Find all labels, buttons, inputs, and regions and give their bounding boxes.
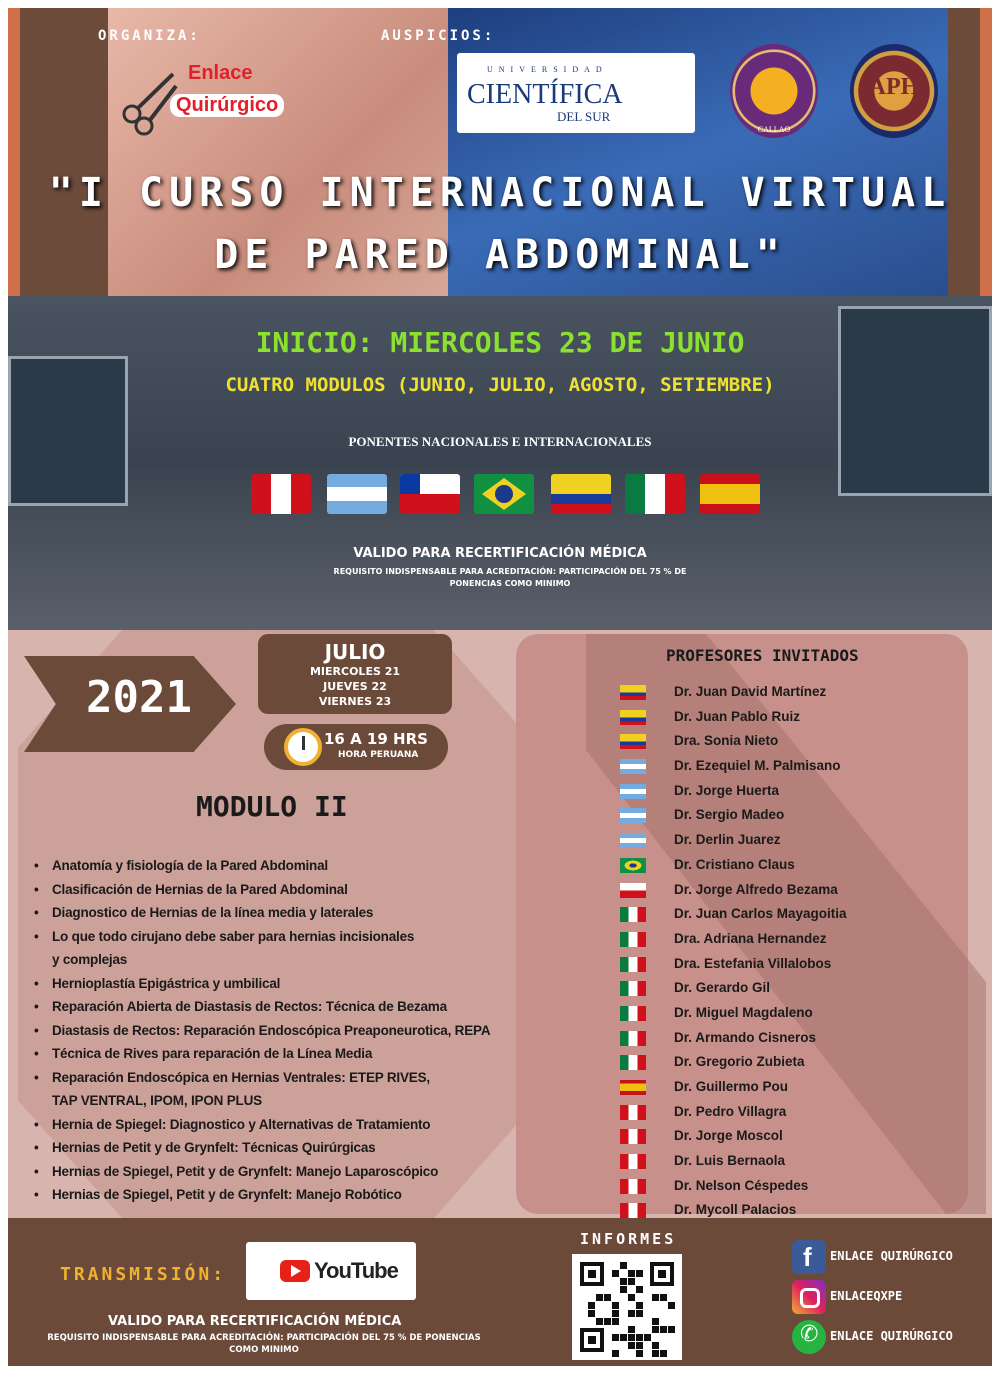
footer-accreditation-requirement: REQUISITO INDISPENSABLE PARA ACREDITACIÓN: PARTICIPACIÓN DEL 75 % DE PONENCIAS COMO MINIMO bbox=[47, 1333, 481, 1355]
qr-module bbox=[636, 1342, 643, 1349]
qr-module bbox=[620, 1278, 627, 1285]
professor-name: Dra. Sonia Nieto bbox=[674, 733, 779, 749]
professor-item bbox=[612, 1124, 962, 1149]
youtube-text: YouTube bbox=[314, 1258, 398, 1283]
qr-module bbox=[612, 1318, 619, 1325]
year: 2021 bbox=[86, 672, 192, 723]
qr-module bbox=[620, 1262, 627, 1269]
professors-panel bbox=[516, 634, 968, 1218]
mexico-flag-icon bbox=[620, 957, 646, 972]
qr-module bbox=[596, 1294, 603, 1301]
topic-item-continuation: TAP VENTRAL, IPOM, IPON PLUS bbox=[52, 1093, 262, 1108]
mexico-flag-icon bbox=[625, 474, 685, 514]
qr-code-icon[interactable] bbox=[572, 1254, 682, 1360]
argentina-flag-icon bbox=[620, 833, 646, 848]
qr-module bbox=[660, 1326, 667, 1333]
professor-name: Dr. Juan Carlos Mayagoitia bbox=[674, 906, 847, 922]
peru-flag-icon bbox=[620, 1154, 646, 1169]
topic-item-continuation: y complejas bbox=[52, 952, 128, 967]
qr-module bbox=[612, 1350, 619, 1357]
peru-flag-icon bbox=[620, 1129, 646, 1144]
qr-module bbox=[668, 1326, 675, 1333]
qr-module bbox=[612, 1310, 619, 1317]
professor-name: Dr. Juan Pablo Ruiz bbox=[674, 708, 801, 724]
enlace-logo-line1: Enlace bbox=[188, 62, 253, 84]
whatsapp-link[interactable] bbox=[792, 1320, 992, 1354]
professor-item bbox=[612, 779, 962, 804]
chile-flag-icon bbox=[400, 474, 460, 514]
professor-item bbox=[612, 1026, 962, 1051]
topic-item: • Hernias de Petit y de Grynfelt: Técnicas Quirúrgicas bbox=[32, 1136, 532, 1160]
qr-module bbox=[636, 1310, 643, 1317]
facebook-link[interactable] bbox=[792, 1240, 992, 1274]
clock-icon bbox=[284, 728, 322, 766]
professor-item bbox=[612, 1149, 962, 1174]
professor-item bbox=[612, 705, 962, 730]
professor-name: Dr. Jorge Moscol bbox=[674, 1128, 783, 1144]
chile-flag-icon bbox=[620, 883, 646, 898]
mexico-flag-icon bbox=[620, 1006, 646, 1021]
footer-section bbox=[8, 1218, 992, 1366]
qr-module bbox=[628, 1334, 635, 1341]
professors-list bbox=[612, 680, 962, 1223]
argentina-flag-icon bbox=[327, 474, 387, 514]
qr-module bbox=[636, 1334, 643, 1341]
peru-flag-icon bbox=[620, 1105, 646, 1120]
enlace-logo-line2: Quirúrgico bbox=[170, 94, 284, 117]
mexico-flag-icon bbox=[620, 1055, 646, 1070]
organiza-label: ORGANIZA: bbox=[98, 28, 201, 44]
accreditation-requirement: REQUISITO INDISPENSABLE PARA ACREDITACIÓN: PARTICIPACIÓN DEL 75 % DE PONENCIAS COMO MINIMO bbox=[333, 567, 687, 588]
professor-item bbox=[612, 1174, 962, 1199]
qr-module bbox=[620, 1286, 627, 1293]
topic-item: • Hernias de Spiegel, Petit y de Grynfelt: Manejo Laparoscópico bbox=[32, 1160, 532, 1184]
qr-module bbox=[588, 1310, 595, 1317]
course-title-line1: "I CURSO INTERNACIONAL VIRTUAL bbox=[48, 170, 952, 216]
topic-item: • Diastasis de Rectos: Reparación Endoscópica Preaponeurotica, REPA bbox=[32, 1019, 532, 1043]
footer-recertification-note: VALIDO PARA RECERTIFICACIÓN MÉDICA bbox=[108, 1314, 402, 1329]
qr-module bbox=[636, 1286, 643, 1293]
qr-module bbox=[628, 1326, 635, 1333]
course-title-line2: DE PARED ABDOMINAL" bbox=[214, 232, 786, 278]
topic-item: • Diagnostico de Hernias de la línea media y laterales bbox=[32, 901, 532, 925]
qr-module bbox=[628, 1278, 635, 1285]
poster bbox=[8, 8, 992, 1366]
professor-name: Dr. Nelson Céspedes bbox=[674, 1177, 809, 1193]
month: JULIO bbox=[324, 640, 386, 664]
start-date: INICIO: MIERCOLES 23 DE JUNIO bbox=[255, 326, 745, 359]
qr-module bbox=[588, 1270, 596, 1278]
professor-name: Dr. Ezequiel M. Palmisano bbox=[674, 758, 841, 774]
youtube-play-icon bbox=[280, 1260, 310, 1282]
mexico-flag-icon bbox=[620, 932, 646, 947]
qr-module bbox=[668, 1302, 675, 1309]
qr-module bbox=[652, 1318, 659, 1325]
professor-name: Dr. Armando Cisneros bbox=[674, 1029, 817, 1045]
ucs-logo-line3: DEL SUR bbox=[557, 109, 611, 124]
hours: 16 A 19 HRS bbox=[324, 730, 428, 748]
professor-name: Dr. Sergio Madeo bbox=[674, 807, 785, 823]
professor-item bbox=[612, 952, 962, 977]
professor-name: Dr. Derlin Juarez bbox=[674, 832, 781, 848]
ucs-logo-line1: UNIVERSIDAD bbox=[487, 65, 608, 74]
professor-name: Dr. Jorge Alfredo Bezama bbox=[674, 881, 838, 897]
instagram-label: ENLACEQXPE bbox=[830, 1289, 903, 1303]
aph-seal-text: APH bbox=[868, 74, 920, 100]
universidad-cientifica-logo bbox=[457, 53, 695, 133]
auspicios-label: AUSPICIOS: bbox=[381, 28, 496, 44]
qr-module bbox=[652, 1294, 659, 1301]
professor-item bbox=[612, 828, 962, 853]
mexico-flag-icon bbox=[620, 1031, 646, 1046]
qr-module bbox=[612, 1302, 619, 1309]
qr-module bbox=[596, 1318, 603, 1325]
professor-item bbox=[612, 729, 962, 754]
colombia-flag-icon bbox=[620, 734, 646, 749]
qr-module bbox=[660, 1350, 667, 1357]
qr-module bbox=[612, 1334, 619, 1341]
peru-flag-icon bbox=[620, 1203, 646, 1218]
topic-item: • Reparación Abierta de Diastasis de Rectos: Técnica de Bezama bbox=[32, 995, 532, 1019]
professor-item bbox=[612, 803, 962, 828]
informes-label: INFORMES bbox=[580, 1230, 677, 1248]
program-section bbox=[8, 630, 992, 1218]
transmission-label: TRANSMISIÓN: bbox=[60, 1264, 227, 1285]
professor-name: Dr. Juan David Martínez bbox=[674, 684, 827, 699]
header-section bbox=[8, 8, 992, 296]
qr-module bbox=[652, 1342, 659, 1349]
info-section bbox=[8, 296, 992, 630]
professor-item bbox=[612, 754, 962, 779]
qr-module bbox=[660, 1294, 667, 1301]
topics-list bbox=[32, 854, 532, 1207]
qr-module bbox=[588, 1336, 596, 1344]
facebook-label: ENLACE QUIRÚRGICO bbox=[830, 1249, 953, 1263]
aph-seal bbox=[850, 44, 938, 138]
professor-item bbox=[612, 878, 962, 903]
qr-module bbox=[628, 1342, 635, 1349]
timezone: HORA PERUANA bbox=[338, 750, 419, 760]
qr-module bbox=[636, 1302, 643, 1309]
professor-item bbox=[612, 927, 962, 952]
qr-module bbox=[628, 1270, 635, 1277]
colegio-medico-callao-seal bbox=[730, 44, 818, 138]
qr-module bbox=[658, 1270, 666, 1278]
colombia-flag-icon bbox=[620, 685, 646, 700]
qr-module bbox=[652, 1350, 659, 1357]
topic-item: • Clasificación de Hernias de la Pared Abdominal bbox=[32, 878, 532, 902]
ucs-logo-line2: CIENTÍFICA bbox=[467, 79, 623, 110]
enlace-quirurgico-logo bbox=[118, 58, 298, 138]
professor-item bbox=[612, 1075, 962, 1100]
scissors-icon bbox=[118, 68, 178, 138]
argentina-flag-icon bbox=[620, 784, 646, 799]
topic-item: • Lo que todo cirujano debe saber para hernias incisionales bbox=[32, 925, 532, 949]
professor-item bbox=[612, 1050, 962, 1075]
professor-name: Dr. Cristiano Claus bbox=[674, 856, 795, 872]
professors-title: PROFESORES INVITADOS bbox=[666, 646, 859, 665]
recertification-note: VALIDO PARA RECERTIFICACIÓN MÉDICA bbox=[353, 546, 647, 561]
topic-item: • Anatomía y fisiología de la Pared Abdominal bbox=[32, 854, 532, 878]
qr-module bbox=[652, 1326, 659, 1333]
professor-name: Dra. Estefania Villalobos bbox=[674, 955, 832, 971]
professor-name: Dr. Miguel Magdaleno bbox=[674, 1004, 813, 1020]
professor-item bbox=[612, 853, 962, 878]
topic-item: • Hernioplastía Epigástrica y umbilical bbox=[32, 972, 532, 996]
facebook-icon bbox=[792, 1240, 826, 1274]
day-3: VIERNES 23 bbox=[318, 695, 392, 708]
professor-item bbox=[612, 1001, 962, 1026]
spain-flag-icon bbox=[620, 1080, 646, 1095]
time-box bbox=[264, 724, 448, 770]
professor-name: Dr. Pedro Villagra bbox=[674, 1103, 787, 1119]
brazil-flag-icon bbox=[474, 474, 534, 514]
day-1: MIERCOLES 21 bbox=[309, 665, 401, 678]
colombia-flag-icon bbox=[620, 710, 646, 725]
professor-name: Dra. Adriana Hernandez bbox=[674, 930, 827, 946]
topic-item: • Técnica de Rives para reparación de la Línea Media bbox=[32, 1042, 532, 1066]
qr-module bbox=[636, 1270, 643, 1277]
qr-module bbox=[612, 1270, 619, 1277]
qr-module bbox=[588, 1302, 595, 1309]
speakers-heading: PONENTES NACIONALES E INTERNACIONALES bbox=[348, 434, 652, 449]
professor-item bbox=[612, 1100, 962, 1125]
peru-flag-icon bbox=[620, 1179, 646, 1194]
instagram-link[interactable] bbox=[792, 1280, 992, 1314]
peru-flag-icon bbox=[251, 474, 311, 514]
qr-module bbox=[604, 1294, 611, 1301]
professor-name: Dr. Mycoll Palacios bbox=[674, 1202, 797, 1218]
colombia-flag-icon bbox=[551, 474, 611, 514]
qr-module bbox=[636, 1350, 643, 1357]
instagram-icon bbox=[792, 1280, 826, 1314]
day-2: JUEVES 22 bbox=[323, 680, 387, 693]
qr-module bbox=[628, 1310, 635, 1317]
spain-flag-icon bbox=[700, 474, 760, 514]
professor-item bbox=[612, 976, 962, 1001]
module-title: MODULO II bbox=[196, 790, 348, 823]
argentina-flag-icon bbox=[620, 808, 646, 823]
mexico-flag-icon bbox=[620, 907, 646, 922]
qr-module bbox=[604, 1318, 611, 1325]
country-flags bbox=[251, 474, 771, 514]
month-box bbox=[258, 634, 452, 714]
topic-item: • Hernias de Spiegel, Petit y de Grynfelt: Manejo Robótico bbox=[32, 1183, 532, 1207]
brazil-flag-icon bbox=[620, 858, 646, 873]
qr-module bbox=[644, 1334, 651, 1341]
professor-name: Dr. Gerardo Gil bbox=[674, 980, 771, 996]
professor-name: Dr. Gregorio Zubieta bbox=[674, 1054, 805, 1070]
argentina-flag-icon bbox=[620, 759, 646, 774]
qr-module bbox=[620, 1334, 627, 1341]
professor-name: Dr. Luis Bernaola bbox=[674, 1153, 786, 1169]
youtube-logo[interactable] bbox=[246, 1242, 416, 1300]
whatsapp-label: ENLACE QUIRÚRGICO bbox=[830, 1329, 953, 1343]
topic-item: • Reparación Endoscópica en Hernias Ventrales: ETEP RIVES, bbox=[32, 1066, 532, 1090]
whatsapp-icon bbox=[792, 1320, 826, 1354]
professor-item bbox=[612, 680, 962, 705]
mexico-flag-icon bbox=[620, 981, 646, 996]
callao-seal-text: CALLAO bbox=[757, 125, 791, 134]
professor-name: Dr. Guillermo Pou bbox=[674, 1079, 789, 1094]
modules-summary: CUATRO MODULOS (JUNIO, JULIO, AGOSTO, SETIEMBRE) bbox=[225, 374, 775, 396]
topic-item: • Hernia de Spiegel: Diagnostico y Alternativas de Tratamiento bbox=[32, 1113, 532, 1137]
professor-item bbox=[612, 902, 962, 927]
qr-module bbox=[628, 1294, 635, 1301]
professor-name: Dr. Jorge Huerta bbox=[674, 782, 780, 798]
